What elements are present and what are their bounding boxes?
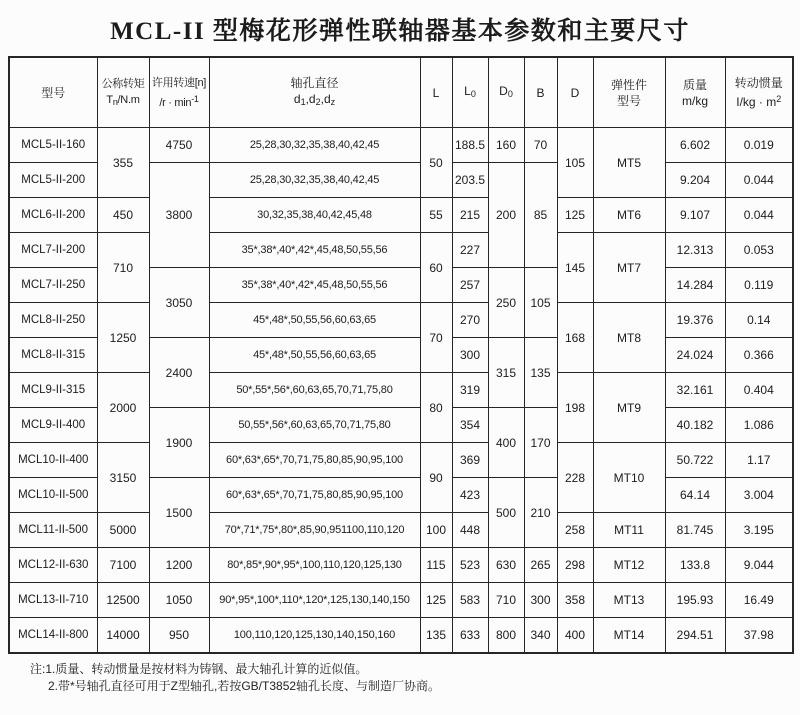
col-header-speed (149, 57, 209, 128)
cell-D0: 200 (488, 163, 524, 268)
cell-model: MCL14-II-800 (9, 618, 97, 654)
cell-torque: 1250 (97, 303, 149, 373)
cell-elastic: MT14 (593, 618, 665, 654)
cell-D: 358 (557, 583, 593, 618)
cell-bore: 70*,71*,75*,80*,85,90,951100,110,120 (209, 513, 420, 548)
cell-model: MCL5-II-160 (9, 128, 97, 163)
cell-L0: 583 (452, 583, 488, 618)
table-row (9, 373, 793, 408)
cell-L0: 203.5 (452, 163, 488, 198)
cell-L: 100 (420, 513, 452, 548)
cell-bore: 25,28,30,32,35,38,40,42,45 (209, 163, 420, 198)
cell-L0: 633 (452, 618, 488, 654)
cell-torque: 14000 (97, 618, 149, 654)
cell-inertia: 0.119 (725, 268, 793, 303)
cell-bore: 45*,48*,50,55,56,60,63,65 (209, 303, 420, 338)
cell-inertia: 3.195 (725, 513, 793, 548)
cell-inertia: 0.044 (725, 163, 793, 198)
cell-bore: 50*,55*,56*,60,63,65,70,71,75,80 (209, 373, 420, 408)
cell-D0: 800 (488, 618, 524, 654)
cell-D0: 400 (488, 408, 524, 478)
cell-inertia: 9.044 (725, 548, 793, 583)
cell-model: MCL10-II-400 (9, 443, 97, 478)
cell-D: 298 (557, 548, 593, 583)
cell-L: 115 (420, 548, 452, 583)
cell-inertia: 16.49 (725, 583, 793, 618)
table-row (9, 583, 793, 618)
cell-torque: 2000 (97, 373, 149, 443)
cell-D0: 250 (488, 268, 524, 338)
cell-speed: 2400 (149, 338, 209, 408)
cell-L0: 354 (452, 408, 488, 443)
cell-B: 135 (524, 338, 557, 408)
cell-B: 210 (524, 478, 557, 548)
table-row (9, 128, 793, 163)
cell-B: 70 (524, 128, 557, 163)
cell-D: 105 (557, 128, 593, 198)
cell-L0: 319 (452, 373, 488, 408)
col-header-D: D (557, 57, 593, 128)
cell-mass: 9.107 (665, 198, 725, 233)
cell-B: 265 (524, 548, 557, 583)
table-row (9, 303, 793, 338)
cell-elastic: MT12 (593, 548, 665, 583)
cell-elastic: MT8 (593, 303, 665, 373)
cell-D: 228 (557, 443, 593, 513)
cell-D0: 630 (488, 548, 524, 583)
cell-mass: 64.14 (665, 478, 725, 513)
cell-bore: 60*,63*,65*,70,71,75,80,85,90,95,100 (209, 478, 420, 513)
cell-inertia: 0.019 (725, 128, 793, 163)
footnotes (30, 661, 800, 695)
col-header-elastic-line1: 弹性件 (610, 77, 647, 92)
col-header-D0: $D_0$ (488, 57, 524, 128)
header-row (9, 57, 793, 128)
col-header-L0: $L_0$ (452, 57, 488, 128)
cell-model: MCL7-II-250 (9, 268, 97, 303)
col-header-bore-line2: $d_1,d_2,d_z$ (293, 92, 336, 107)
cell-D: 258 (557, 513, 593, 548)
cell-L: 60 (420, 233, 452, 303)
cell-D0: 315 (488, 338, 524, 408)
cell-L0: 270 (452, 303, 488, 338)
cell-mass: 50.722 (665, 443, 725, 478)
cell-model: MCL10-II-500 (9, 478, 97, 513)
page-title: MCL-II 型梅花形弹性联轴器基本参数和主要尺寸 (110, 18, 690, 45)
cell-inertia: 0.404 (725, 373, 793, 408)
cell-model: MCL12-II-630 (9, 548, 97, 583)
cell-L: 90 (420, 443, 452, 513)
cell-inertia: 0.044 (725, 198, 793, 233)
cell-torque: 450 (97, 198, 149, 233)
col-header-elastic (593, 57, 665, 128)
cell-bore: 35*,38*,40*,42*,45,48,50,55,56 (209, 233, 420, 268)
cell-speed: 3050 (149, 268, 209, 338)
cell-model: MCL11-II-500 (9, 513, 97, 548)
col-header-torque (97, 57, 149, 128)
cell-L0: 257 (452, 268, 488, 303)
cell-bore: 80*,85*,90*,95*,100,110,120,125,130 (209, 548, 420, 583)
cell-bore: 100,110,120,125,130,140,150,160 (209, 618, 420, 654)
cell-model: MCL7-II-200 (9, 233, 97, 268)
cell-D: 145 (557, 233, 593, 303)
table-row (9, 198, 793, 233)
cell-B: 105 (524, 268, 557, 338)
cell-mass: 32.161 (665, 373, 725, 408)
cell-torque: 7100 (97, 548, 149, 583)
col-header-mass (665, 57, 725, 128)
cell-D: 400 (557, 618, 593, 654)
cell-speed: 4750 (149, 128, 209, 163)
col-header-elastic-line2: 型号 (616, 93, 641, 108)
cell-L: 55 (420, 198, 452, 233)
cell-inertia: 0.366 (725, 338, 793, 373)
cell-L: 135 (420, 618, 452, 654)
cell-mass: 133.8 (665, 548, 725, 583)
note-line-2: 2.带*号轴孔直径可用于Z型轴孔,若按GB/T3852轴孔长度、与制造厂协商。 (48, 679, 441, 693)
cell-L: 70 (420, 303, 452, 373)
col-header-speed-line2: $/r \cdot \min^{-1}$ (159, 93, 199, 109)
note-line-1: 注:1.质量、转动惯量是按材料为铸钢、最大轴孔计算的近似值。 (30, 662, 368, 676)
col-header-mass-line1: 质量 (682, 77, 707, 92)
cell-L0: 227 (452, 233, 488, 268)
cell-torque: 5000 (97, 513, 149, 548)
cell-L: 125 (420, 583, 452, 618)
col-header-mass-line2: m/kg (681, 93, 708, 108)
cell-D0: 160 (488, 128, 524, 163)
cell-model: MCL9-II-315 (9, 373, 97, 408)
cell-L0: 215 (452, 198, 488, 233)
cell-L: 50 (420, 128, 452, 198)
col-header-L: L (420, 57, 452, 128)
col-header-speed-line1: 许用转速[n] (151, 76, 207, 89)
cell-D0: 500 (488, 478, 524, 548)
table-header (9, 57, 793, 128)
cell-L0: 369 (452, 443, 488, 478)
cell-inertia: 3.004 (725, 478, 793, 513)
col-header-bore-line1: 轴孔直径 (290, 76, 339, 90)
cell-torque: 710 (97, 233, 149, 303)
cell-bore: 25,28,30,32,35,38,40,42,45 (209, 128, 420, 163)
cell-speed: 1200 (149, 548, 209, 583)
col-header-torque-line1: 公称转矩 (101, 77, 145, 90)
col-header-inertia-line1: 转动惯量 (734, 76, 783, 90)
cell-mass: 195.93 (665, 583, 725, 618)
col-header-inertia (725, 57, 793, 128)
table-row (9, 443, 793, 478)
cell-mass: 24.024 (665, 338, 725, 373)
cell-model: MCL13-II-710 (9, 583, 97, 618)
cell-model: MCL8-II-315 (9, 338, 97, 373)
cell-speed: 3800 (149, 163, 209, 268)
cell-mass: 12.313 (665, 233, 725, 268)
cell-B: 300 (524, 583, 557, 618)
cell-inertia: 1.086 (725, 408, 793, 443)
parameters-table (8, 56, 794, 654)
cell-B: 85 (524, 163, 557, 268)
cell-speed: 1900 (149, 408, 209, 478)
table-row (9, 618, 793, 654)
cell-mass: 294.51 (665, 618, 725, 654)
cell-D: 198 (557, 373, 593, 443)
cell-mass: 40.182 (665, 408, 725, 443)
cell-elastic: MT7 (593, 233, 665, 303)
cell-L0: 300 (452, 338, 488, 373)
cell-torque: 355 (97, 128, 149, 198)
cell-D: 125 (557, 198, 593, 233)
col-header-model: 型号 (9, 57, 97, 128)
cell-model: MCL6-II-200 (9, 198, 97, 233)
cell-B: 170 (524, 408, 557, 478)
cell-elastic: MT5 (593, 128, 665, 198)
cell-inertia: 1.17 (725, 443, 793, 478)
cell-speed: 1500 (149, 478, 209, 548)
cell-L0: 188.5 (452, 128, 488, 163)
col-header-inertia-line2: $I/kg \cdot m^2$ (736, 94, 782, 109)
cell-elastic: MT10 (593, 443, 665, 513)
cell-model: MCL9-II-400 (9, 408, 97, 443)
table-row (9, 513, 793, 548)
cell-mass: 6.602 (665, 128, 725, 163)
cell-model: MCL5-II-200 (9, 163, 97, 198)
cell-L: 80 (420, 373, 452, 443)
cell-inertia: 37.98 (725, 618, 793, 654)
col-header-torque-line2: $T_n/N.m$ (106, 93, 140, 107)
cell-L0: 423 (452, 478, 488, 513)
cell-elastic: MT9 (593, 373, 665, 443)
cell-elastic: MT11 (593, 513, 665, 548)
table-row (9, 548, 793, 583)
cell-model: MCL8-II-250 (9, 303, 97, 338)
cell-mass: 81.745 (665, 513, 725, 548)
cell-mass: 19.376 (665, 303, 725, 338)
cell-D: 168 (557, 303, 593, 373)
table-row (9, 233, 793, 268)
cell-L0: 523 (452, 548, 488, 583)
cell-mass: 9.204 (665, 163, 725, 198)
cell-mass: 14.284 (665, 268, 725, 303)
cell-L0: 448 (452, 513, 488, 548)
cell-inertia: 0.14 (725, 303, 793, 338)
cell-bore: 90*,95*,100*,110*,120*,125,130,140,150 (209, 583, 420, 618)
table-body (9, 128, 793, 654)
cell-speed: 950 (149, 618, 209, 654)
cell-bore: 60*,63*,65*,70,71,75,80,85,90,95,100 (209, 443, 420, 478)
cell-bore: 30,32,35,38,40,42,45,48 (209, 198, 420, 233)
cell-D0: 710 (488, 583, 524, 618)
cell-inertia: 0.053 (725, 233, 793, 268)
cell-bore: 35*,38*,40*,42*,45,48,50,55,56 (209, 268, 420, 303)
cell-bore: 50,55*,56*,60,63,65,70,71,75,80 (209, 408, 420, 443)
cell-B: 340 (524, 618, 557, 654)
cell-speed: 1050 (149, 583, 209, 618)
cell-elastic: MT6 (593, 198, 665, 233)
col-header-bore (209, 57, 420, 128)
cell-elastic: MT13 (593, 583, 665, 618)
cell-torque: 3150 (97, 443, 149, 513)
cell-torque: 12500 (97, 583, 149, 618)
col-header-B: B (524, 57, 557, 128)
cell-bore: 45*,48*,50,55,56,60,63,65 (209, 338, 420, 373)
